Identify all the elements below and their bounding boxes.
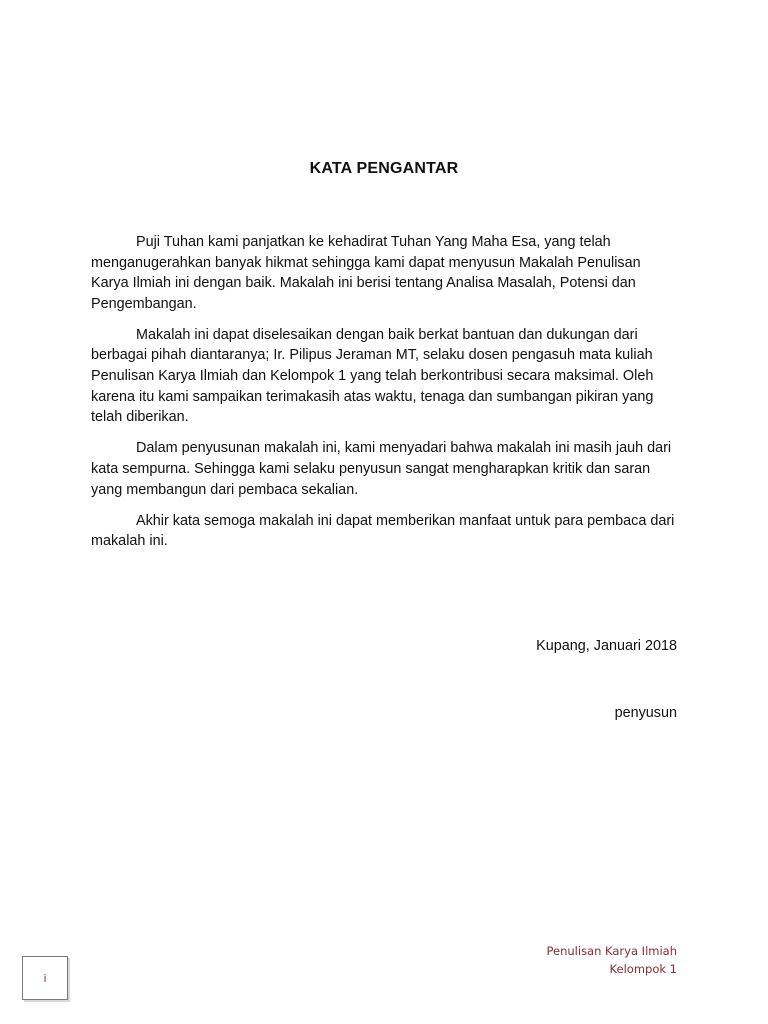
signature-label: penyusun [614,705,677,721]
paragraph-4: Akhir kata semoga makalah ini dapat memberikan manfaat untuk para pembaca dari makalah ini. [91,512,675,550]
footer-group-name: Kelompok 1 [609,962,677,976]
paragraph-1: Puji Tuhan kami panjatkan ke kehadirat Tuhan Yang Maha Esa, yang telah menganugerahkan banyak hikmat sehingga kami dapat menyusun Makalah Penulisan Karya Ilmiah ini dengan baik. Makalah ini berisi tentang Analisa Masalah, Potensi dan Pengembangan. [91,234,641,312]
paragraph-2: Makalah ini dapat diselesaikan dengan baik berkat bantuan dan dukungan dari berbagai pihah diantaranya; Ir. Pilipus Jeraman MT, selaku dosen pengasuh mata kuliah Penulisan Karya Ilmiah dan Kelompok 1 yang telah berkontribusi secara maksimal. Oleh karena itu kami sampaikan terimakasih atas waktu, tenaga dan sumbangan pikiran yang telah diberikan. [91,326,654,426]
page-number: i [43,971,47,985]
footer-course-title: Penulisan Karya Ilmiah [546,944,677,958]
page-title: KATA PENGANTAR [309,160,459,177]
paragraph-3: Dalam penyusunan makalah ini, kami menyadari bahwa makalah ini masih jauh dari kata sempurna. Sehingga kami selaku penyusun sangat mengharapkan kritik dan saran yang membangun dari pembaca sekalian. [91,440,672,498]
place-date: Kupang, Januari 2018 [536,638,677,654]
document-body [91,232,681,562]
page-number-box [22,956,68,1000]
footer-caption [547,942,678,978]
